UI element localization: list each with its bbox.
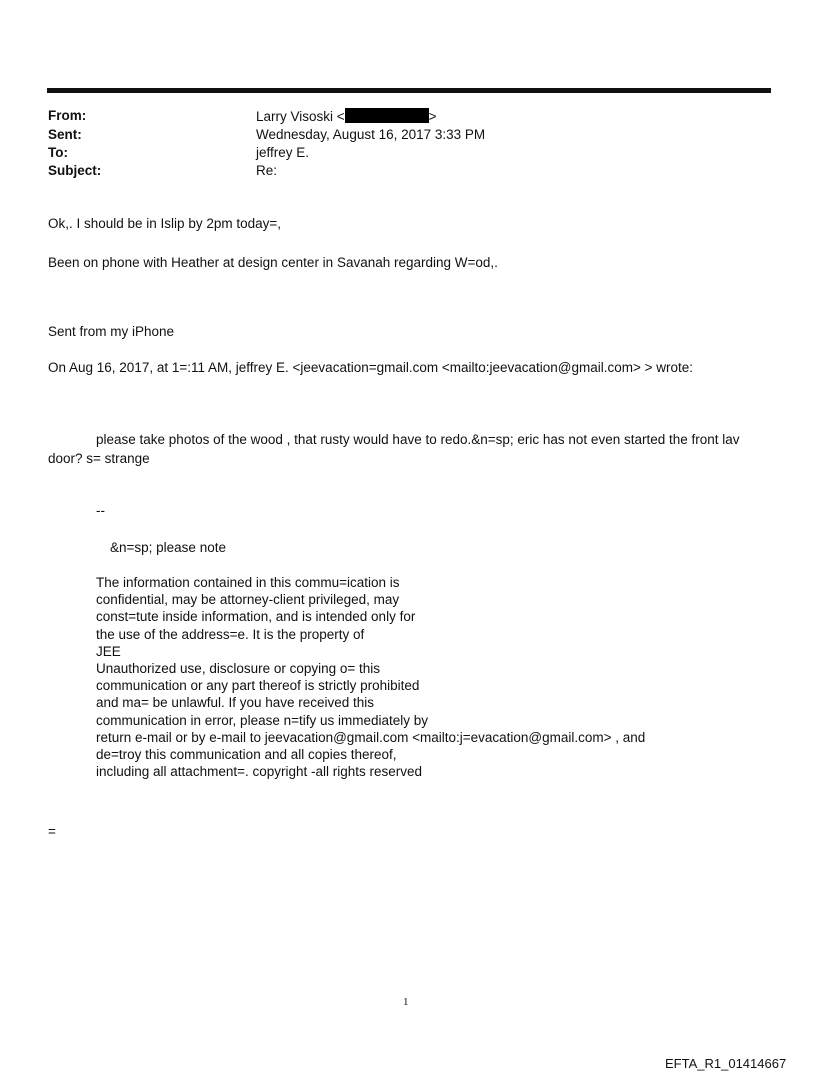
quoted-line-1: please take photos of the wood , that rusty would have to redo.&n=sp; eric has not even started the front lav bbox=[96, 432, 740, 447]
disclaimer-line: Unauthorized use, disclosure or copying o= this bbox=[96, 661, 381, 677]
to-value: jeffrey E. bbox=[256, 145, 310, 160]
to-label: To: bbox=[48, 145, 68, 160]
redaction-box bbox=[345, 108, 429, 123]
document-id: EFTA_R1_01414667 bbox=[665, 1056, 787, 1071]
disclaimer-line: the use of the address=e. It is the property of bbox=[96, 626, 365, 642]
disclaimer-line: confidential, may be attorney-client privileged, may bbox=[96, 592, 400, 608]
disclaimer-block bbox=[96, 574, 645, 780]
body-line-2: Been on phone with Heather at design center in Savanah regarding W=od,. bbox=[48, 255, 498, 270]
quoted-line-2: door? s= strange bbox=[48, 451, 150, 466]
sent-value: Wednesday, August 16, 2017 3:33 PM bbox=[256, 127, 486, 142]
disclaimer-line: const=tute inside information, and is intended only for bbox=[96, 609, 416, 625]
disclaimer-line: The information contained in this commu=ication is bbox=[96, 575, 400, 590]
disclaimer-line: including all attachment=. copyright -all rights reserved bbox=[96, 764, 423, 780]
disclaimer-line: JEE bbox=[96, 643, 121, 659]
from-close: > bbox=[428, 109, 437, 124]
subject-label: Subject: bbox=[48, 163, 102, 178]
header-rule bbox=[47, 88, 771, 93]
disclaimer-line: de=troy this communication and all copies thereof, bbox=[96, 747, 397, 763]
page-number: 1 bbox=[403, 996, 409, 1008]
subject-value: Re: bbox=[256, 163, 278, 178]
body-line-1: Ok,. I should be in Islip by 2pm today=, bbox=[48, 216, 282, 231]
disclaimer-line: and ma= be unlawful. If you have received this bbox=[96, 695, 375, 711]
sent-label: Sent: bbox=[48, 127, 82, 142]
disclaimer-line: return e-mail or by e-mail to jeevacation@gmail.com <mailto:j=evacation@gmail.com> , and bbox=[96, 729, 646, 745]
trailing-equals: = bbox=[48, 824, 56, 839]
disclaimer-line: communication in error, please n=tify us immediately by bbox=[96, 712, 429, 728]
quote-header: On Aug 16, 2017, at 1=:11 AM, jeffrey E. <jeevacation=gmail.com <mailto:jeevacation@gmail.com> > wrote: bbox=[48, 360, 694, 375]
from-name: Larry Visoski < bbox=[256, 109, 345, 124]
please-note-line: &n=sp; please note bbox=[110, 540, 226, 555]
from-label: From: bbox=[48, 108, 87, 123]
signature-line: Sent from my iPhone bbox=[48, 324, 175, 339]
from-value bbox=[256, 108, 437, 124]
signature-dashes: -- bbox=[96, 503, 105, 518]
disclaimer-line: communication or any part thereof is strictly prohibited bbox=[96, 678, 420, 694]
